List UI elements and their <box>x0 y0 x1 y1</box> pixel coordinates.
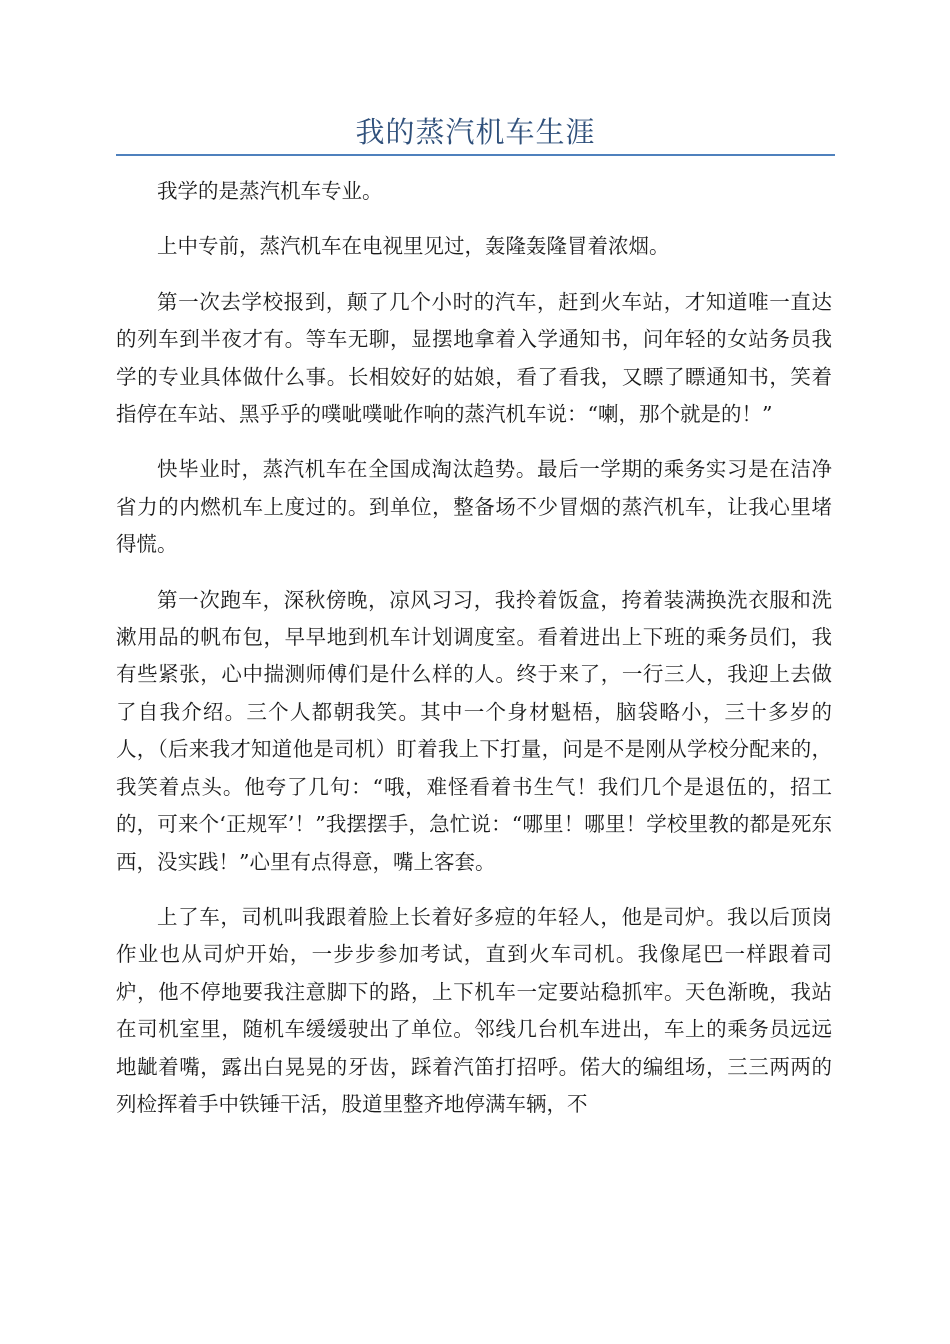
paragraph-6: 上了车，司机叫我跟着脸上长着好多痘的年轻人，他是司炉。我以后顶岗作业也从司炉开始，一步步参加考试，直到火车司机。我像尾巴一样跟着司炉，他不停地要我注意脚下的路，上下机车一定要站稳抓牢。天色渐晚，我站在司机室里，随机车缓缓驶出了单位。邻线几台机车进出，车上的乘务员远远地龇着嘴，露出白晃晃的牙齿，踩着汽笛打招呼。偌大的编组场，三三两两的列检挥着手中铁锤干活，股道里整齐地停满车辆，不 <box>116 904 832 1116</box>
title-underline <box>116 154 835 156</box>
paragraph-1: 我学的是蒸汽机车专业。 <box>157 179 383 203</box>
paragraph-4: 快毕业时，蒸汽机车在全国成淘汰趋势。最后一学期的乘务实习是在洁净省力的内燃机车上度过的。到单位，整备场不少冒烟的蒸汽机车，让我心里堵得慌。 <box>116 457 832 557</box>
paragraph-2: 上中专前，蒸汽机车在电视里见过，轰隆轰隆冒着浓烟。 <box>157 234 670 259</box>
document-title: 我的蒸汽机车生涯 <box>355 115 596 149</box>
document-body <box>116 173 832 1141</box>
paragraph-3: 第一次去学校报到，颠了几个小时的汽车，赶到火车站，才知道唯一直达的列车到半夜才有。等车无聊，显摆地拿着入学通知书，问年轻的女站务员我学的专业具体做什么事。长相姣好的姑娘，看了看我，又瞟了瞟通知书，笑着指停在车站、黑乎乎的噗呲噗呲作响的蒸汽机车说：“喇，那个就是的！” <box>116 289 832 427</box>
paragraph-5: 第一次跑车，深秋傍晚，凉风习习，我拎着饭盒，挎着装满换洗衣服和洗漱用品的帆布包，早早地到机车计划调度室。看着进出上下班的乘务员们，我有些紧张，心中揣测师傅们是什么样的人。终于来了，一行三人，我迎上去做了自我介绍。三个人都朝我笑。其中一个身材魁梧，脑袋略小，三十多岁的人，（后来我才知道他是司机）盯着我上下打量，问是不是刚从学校分配来的，我笑着点头。他夸了几句：“哦，难怪看着书生气！我们几个是退伍的，招工的，可来个‘正规军’！”我摆摆手，急忙说：“哪里！哪里！学校里教的都是死东西，没实践！”心里有点得意，嘴上客套。 <box>116 587 832 874</box>
